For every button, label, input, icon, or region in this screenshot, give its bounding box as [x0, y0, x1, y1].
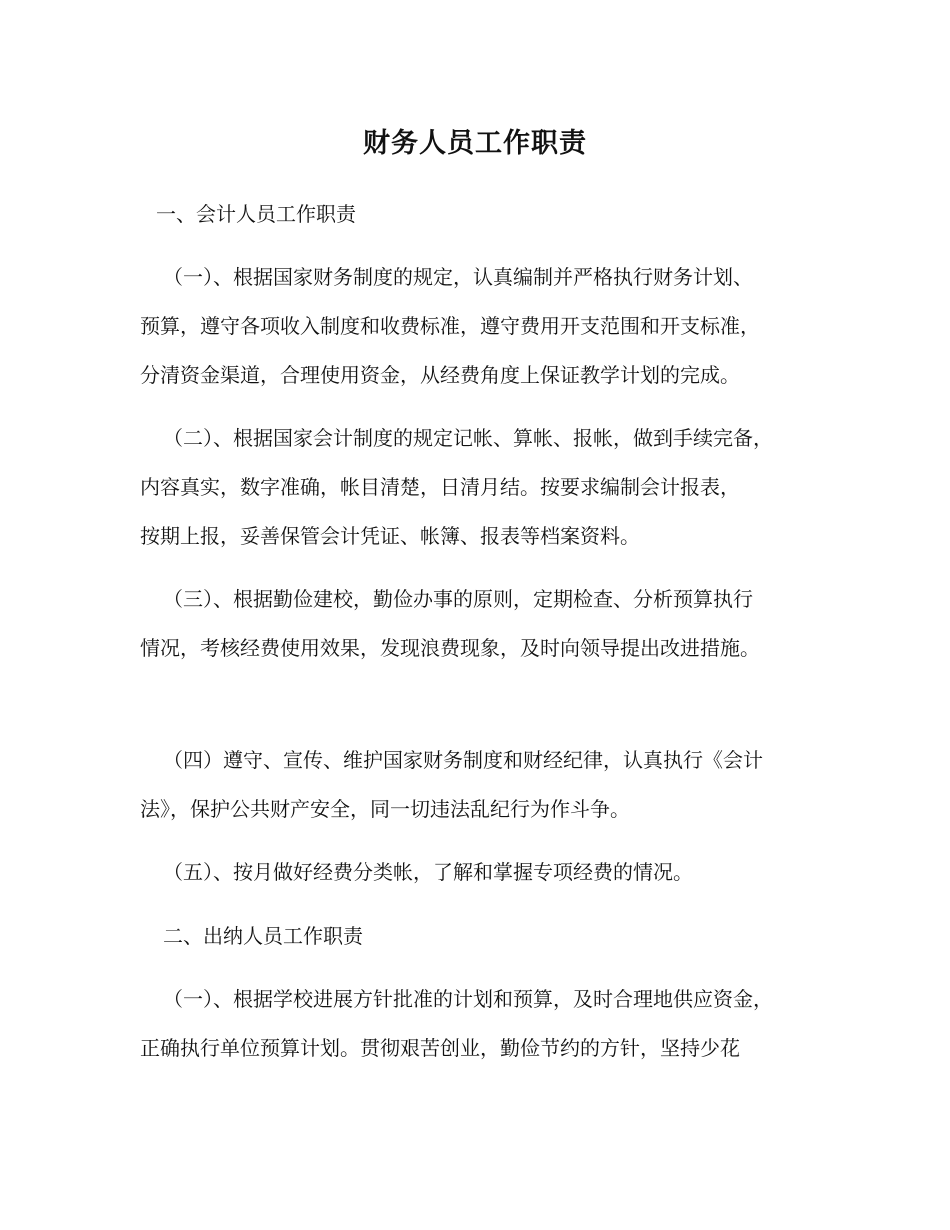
paragraph-line: （五）、按月做好经费分类帐，了解和掌握专项经费的情况。 — [163, 860, 693, 884]
paragraph-line: 正确执行单位预算计划。贯彻艰苦创业，勤俭节约的方针，坚持少花 — [140, 1036, 740, 1060]
section-heading-accountant: 一、会计人员工作职责 — [156, 202, 356, 226]
paragraph-line: 预算，遵守各项收入制度和收费标准，遵守费用开支范围和开支标准， — [140, 314, 760, 338]
paragraph-line: （一）、根据学校进展方针批准的计划和预算，及时合理地供应资金， — [163, 987, 773, 1011]
paragraph-line: 法》，保护公共财产安全，同一切违法乱纪行为作斗争。 — [140, 797, 630, 821]
paragraph-line: （三）、根据勤俭建校，勤俭办事的原则，定期检查、分析预算执行 — [163, 587, 753, 611]
paragraph-line: 内容真实，数字准确，帐目清楚，日清月结。按要求编制会计报表， — [140, 475, 740, 499]
document-title: 财务人员工作职责 — [363, 128, 587, 159]
paragraph-line: （一）、根据国家财务制度的规定，认真编制并严格执行财务计划、 — [163, 265, 753, 289]
paragraph-line: （四）遵守、宣传、维护国家财务制度和财经纪律，认真执行《会计 — [163, 748, 763, 772]
paragraph-line: 分清资金渠道，合理使用资金，从经费角度上保证教学计划的完成。 — [140, 363, 740, 387]
paragraph-line: 情况，考核经费使用效果，发现浪费现象，及时向领导提出改进措施。 — [140, 636, 760, 660]
paragraph-line: （二）、根据国家会计制度的规定记帐、算帐、报帐，做到手续完备， — [163, 426, 773, 450]
section-heading-cashier: 二、出纳人员工作职责 — [163, 924, 363, 948]
paragraph-line: 按期上报，妥善保管会计凭证、帐簿、报表等档案资料。 — [140, 524, 640, 548]
